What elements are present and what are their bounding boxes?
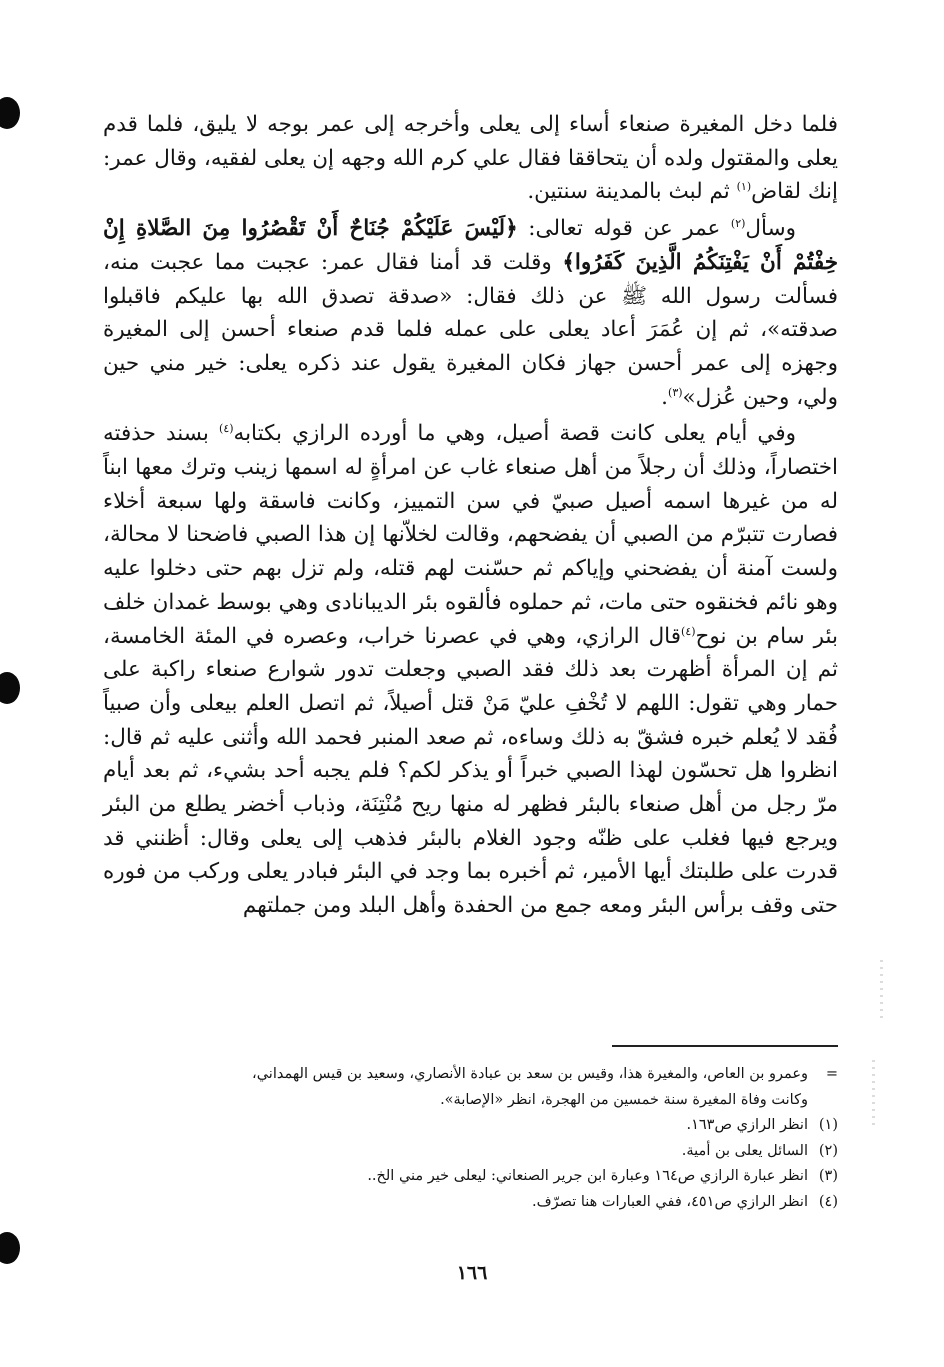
footnote-separator: [612, 1045, 838, 1047]
paragraph-text: وسأل: [745, 216, 796, 242]
footnotes: [106, 1062, 838, 1215]
binder-hole: [0, 97, 20, 129]
paragraph-text: فلما دخل المغيرة صنعاء أساء إلى يعلى وأخرجه إلى عمر بوجه لا يليق، فلما قدم يعلى والمقتول ولده أن يتحاققا فقال علي كرم الله وجهه إن يعلى لفقيه، وقال عمر: إنك لقاض: [103, 112, 838, 205]
footnote-text: انظر الرازي ص٤٥١، ففي العبارات هنا تصرّف.: [532, 1193, 808, 1210]
paragraph-text: عمر عن قوله تعالى:: [517, 216, 731, 242]
paragraph-text: بسند حذفته اختصاراً، وذلك أن رجلاً من أهل صنعاء غاب عن امرأةٍ له اسمها زينب وترك معها ابناً له من غيرها اسمه أصيل صبيّ في سن التمييز، وكانت فاسقة ولها سبعة أخلاء فصارت تتبرّم من الصبي أن يفضحهم، وقالت لخلاّنها إن هذا الصبي فاضحنا لا محالة، ولست آمنة أن يفضحني وإياكم ثم حسّنت لهم قتله، ولم تزل بهم حتى دخلوا عليه وهو نائم فخنقوه حتى مات، ثم حملوه فألقوه بئر الديبانادى وهي بوسط غمدان خلف بئر سام بن نوح: [103, 421, 838, 649]
paragraph-text: .: [661, 384, 669, 410]
scan-artifact: [880, 960, 883, 1020]
footnote-mark: (٤): [818, 1193, 838, 1210]
paragraph-1: [103, 108, 838, 209]
footnote-mark: =: [825, 1066, 838, 1082]
footnote-ref[interactable]: (٣): [668, 385, 683, 399]
paragraph-text: قال الرازي، وهي في عصرنا خراب، وعصره في المئة الخامسة، ثم إن المرأة أظهرت بعد ذلك فقد الصبي وجعلت تدور شوارع صنعاء راكبة على حمار وهي تقول: اللهم لا تُخْفِ عليّ مَنْ قتل أصيلاً، ثم اتصل العلم بيعلى وأن صبياً فُقد لا يُعلم خبره فشقّ به ذلك وساءه، ثم صعد المنبر فحمد الله وأثنى عليه ثم قال: انظروا هل تحسّون لهذا الصبي خبراً أو يذكر لكم؟ فلم يجبه أحد بشيء، ثم بعد أيام مرّ رجل من أهل صنعاء بالبئر فظهر له منها ريح مُنْتِنَة، وذباب أخضر يطلع من البئر ويرجع فيها فغلب على ظنّه وجود الغلام بالبئر فذهب إلى يعلى وقال: أظنني قد قدرت على طلبتك أيها الأمير، ثم أخبره بما وجد في البئر فبادر يعلى وركب من فوره حتى وقف برأس البئر ومعه جمع من الحفدة وأهل البلد ومن جملتهم: [103, 623, 839, 919]
footnote-mark: (٢): [818, 1142, 838, 1159]
footnote-text: السائل يعلى بن أمية.: [681, 1142, 808, 1159]
footnote-continuation-line: وكانت وفاة المغيرة سنة خمسين من الهجرة، انظر «الإصابة».: [440, 1091, 808, 1108]
paragraph-text: ثم لبث بالمدينة سنتين.: [527, 179, 737, 205]
footnote-ref[interactable]: (٢): [730, 216, 746, 230]
paragraph-2: [103, 212, 838, 414]
main-text: [103, 108, 838, 923]
footnote-4: [106, 1190, 838, 1216]
footnote-text: انظر الرازي ص١٦٣.: [686, 1117, 808, 1133]
scan-artifact: [872, 1060, 875, 1130]
footnote-continuation: [106, 1062, 838, 1088]
footnote-ref[interactable]: (١): [736, 180, 752, 194]
footnote-ref[interactable]: (٤): [681, 624, 696, 638]
footnote-mark: (٣): [818, 1168, 838, 1184]
footnote-text: وعمرو بن العاص، والمغيرة هذا، وقيس بن سعد بن عبادة الأنصاري، وسعيد بن قيس الهمداني،: [252, 1066, 808, 1082]
binder-hole: [0, 1232, 20, 1264]
binder-hole: [0, 672, 20, 704]
paragraph-text: وفي أيام يعلى كانت قصة أصيل، وهي ما أورده الرازي بكتابه: [233, 421, 796, 447]
paragraph-3: [103, 417, 838, 923]
footnote-text: انظر عبارة الرازي ص١٦٤ وعبارة ابن جرير الصنعاني: ليعلى خير مني الخ..: [367, 1168, 808, 1184]
quran-verse: ﴿لَيْسَ عَلَيْكُمْ جُنَاحٌ أَنْ تَقْصُرُوا مِنَ الصَّلاةِ إِنْ خِفْتُمْ أَنْ يَفْتِنَكُمُ الَّذِينَ كَفَرُوا﴾: [103, 216, 838, 275]
footnote-3: [106, 1164, 838, 1190]
footnote-ref[interactable]: (٤): [219, 422, 234, 436]
footnote-1: [106, 1113, 838, 1139]
page-number: ١٦٦: [456, 1262, 488, 1284]
footnote-2: [106, 1139, 838, 1165]
paragraph-text: وقلت قد أمنا فقال عمر: عجبت مما عجبت منه، فسألت رسول الله ﷺ عن ذلك فقال: «صدقة تصدق الله بها عليكم فاقبلوا صدقته»، ثم إن عُمَرَ أعاد يعلى على عمله فلما قدم صنعاء أحسن إلى المغيرة وجهزه إلى عمر أحسن جهاز فكان المغيرة يقول عند ذكره يعلى: خير مني حين ولي، وحين عُزل»: [103, 249, 838, 410]
footnote-mark: (١): [818, 1117, 838, 1133]
